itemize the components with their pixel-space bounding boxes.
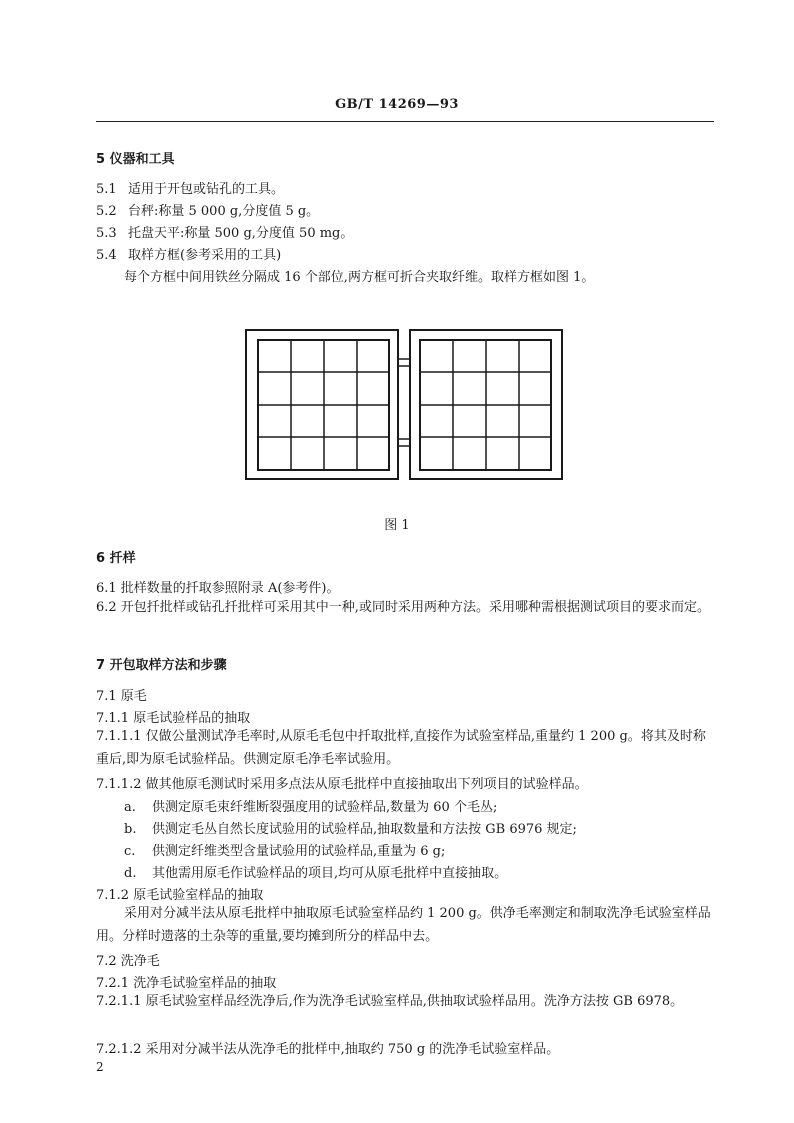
clause-7-1-1-1: 7.1.1.1 仅做公量测试净毛率时,从原毛毛包中扦取批样,直接作为试验室样品,重量约 1 200 g。将其及时称重后,即为原毛试验样品。供测定原毛净毛率试验用。 [96, 729, 706, 767]
clause-7-1-2: 7.1.2 原毛试验室样品的抽取 [96, 888, 264, 903]
list-text: 供测定纤维类型含量试验用的试验样品,重量为 6 g; [152, 844, 446, 859]
clause-text: 取样方框(参考采用的工具) [128, 248, 282, 263]
clause-7-2-1-1: 7.2.1.1 原毛试验室样品经洗净后,作为洗净毛试验室样品,供抽取试验样品用。洗净方法按 GB 6978。 [96, 994, 684, 1009]
clause-7-1-2-text: 采用对分减半法从原毛批样中抽取原毛试验室样品约 1 200 g。供净毛率测定和制取洗净毛试验室样品用。分样时遗落的土杂等的重量,要均摊到所分的样品中去。 [96, 906, 711, 944]
clause-number: 5.1 [96, 182, 117, 197]
list-text: 其他需用原毛作试验样品的项目,均可从原毛批样中直接抽取。 [152, 866, 508, 881]
list-item-c [124, 840, 445, 859]
list-item-b [124, 818, 577, 837]
hinge-bottom [398, 439, 410, 446]
clause-7-2-1-2: 7.2.1.2 采用对分减半法从洗净毛的批样中,抽取约 750 g 的洗净毛试验室样品。 [96, 1042, 560, 1057]
clause-text: 台秤:称量 5 000 g,分度值 5 g。 [128, 204, 320, 219]
page-number: 2 [96, 1060, 104, 1074]
hinge-top [398, 359, 410, 366]
clause-text: 适用于开包或钻孔的工具。 [128, 182, 285, 197]
section-5-title: 5 仪器和工具 [96, 152, 175, 167]
clause-7-2: 7.2 洗净毛 [96, 954, 160, 969]
clause-6-1: 6.1 批样数量的扦取参照附录 A(参考件)。 [96, 581, 340, 596]
clause-text: 托盘天平:称量 500 g,分度值 50 mg。 [128, 226, 354, 241]
clause-number: 5.2 [96, 204, 117, 219]
clause-number: 5.3 [96, 226, 117, 241]
frame-description: 每个方框中间用铁丝分隔成 16 个部位,两方框可折合夹取纤维。取样方框如图 1。 [124, 270, 595, 285]
list-key: a. [124, 800, 136, 815]
clause-7-1-1-2: 7.1.1.2 做其他原毛测试时采用多点法从原毛批样中直接抽取出下列项目的试验样品。 [96, 777, 588, 792]
standard-header: GB/T 14269—93 [335, 97, 459, 112]
list-item-d [124, 862, 507, 881]
list-text: 供测定原毛束纤维断裂强度用的试验样品,数量为 60 个毛丛; [152, 800, 498, 815]
section-6-title: 6 扦样 [96, 551, 136, 566]
section-7-title: 7 开包取样方法和步骤 [96, 658, 227, 673]
list-text: 供测定毛丛自然长度试验用的试验样品,抽取数量和方法按 GB 6976 规定; [152, 822, 577, 837]
clause-7-2-1: 7.2.1 洗净毛试验室样品的抽取 [96, 976, 277, 991]
list-item-a [124, 796, 497, 815]
list-key: d. [124, 866, 137, 881]
figure-caption: 图 1 [384, 518, 410, 533]
clause-number: 5.4 [96, 248, 117, 263]
clause-7-1: 7.1 原毛 [96, 689, 147, 704]
list-key: b. [124, 822, 137, 837]
list-key: c. [124, 844, 136, 859]
clause-6-2: 6.2 开包扦批样或钻孔扦批样可采用其中一种,或同时采用两种方法。采用哪种需根据测试项目的要求而定。 [96, 600, 710, 615]
clause-7-1-1: 7.1.1 原毛试验样品的抽取 [96, 711, 251, 726]
